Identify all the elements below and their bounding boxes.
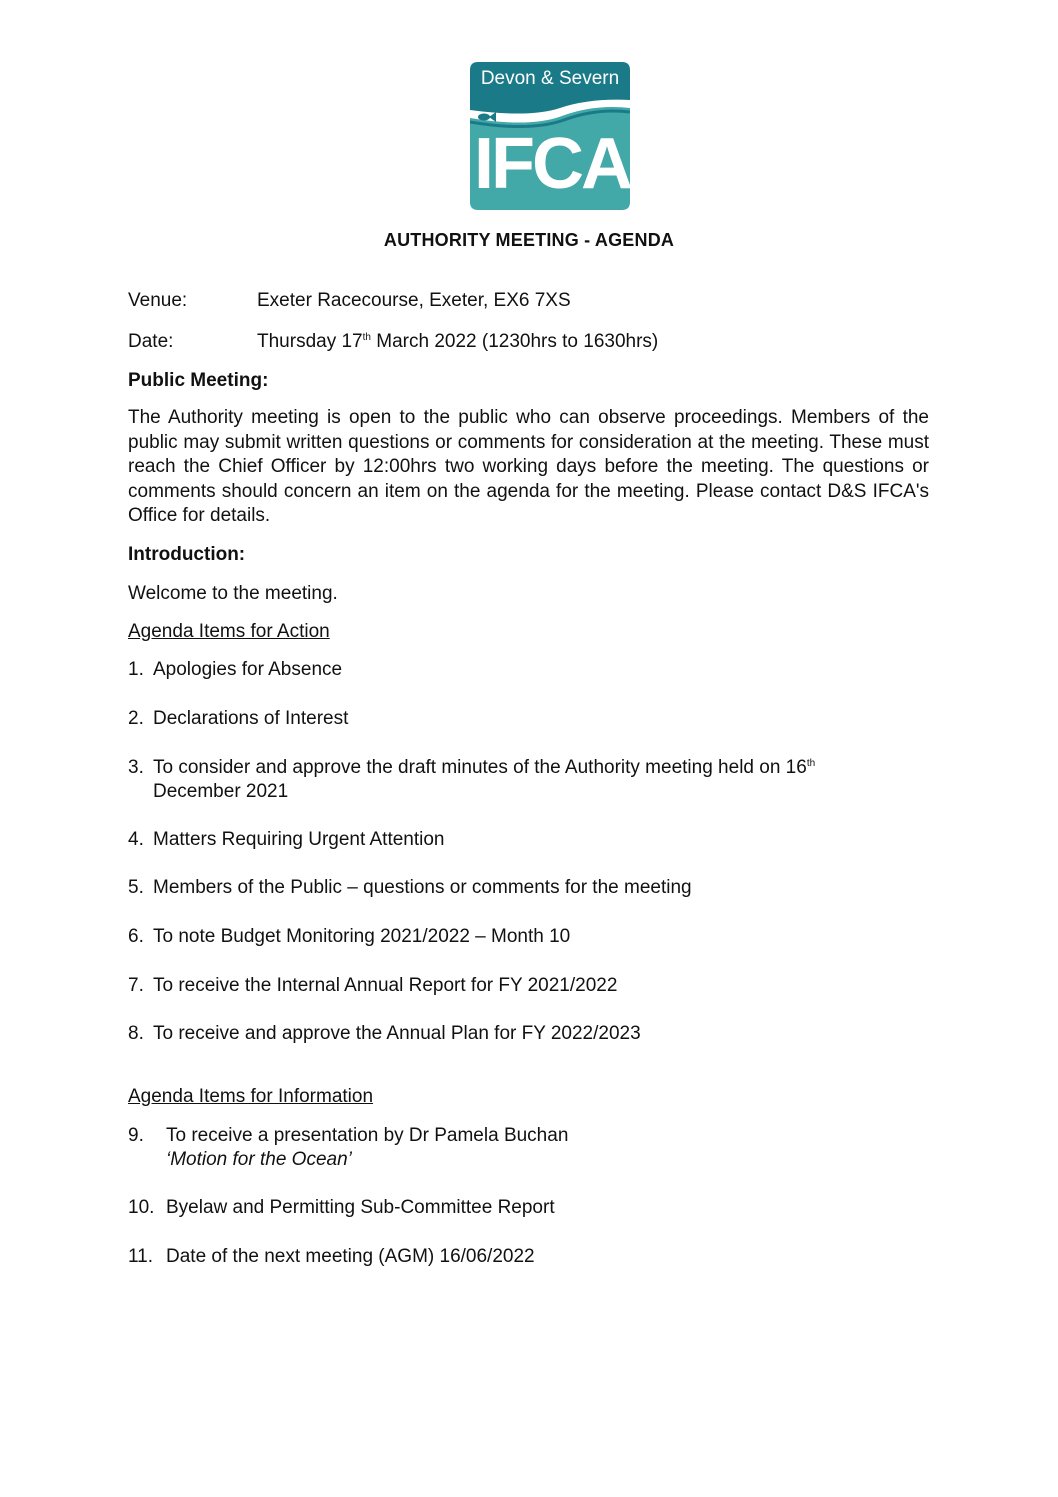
list-item: Date of the next meeting (AGM) 16/06/2022 bbox=[166, 1246, 535, 1267]
date-value-pre: Thursday 17 bbox=[257, 331, 363, 352]
list-item-sup: th bbox=[806, 758, 816, 769]
action-items-heading: Agenda Items for Action bbox=[128, 621, 330, 642]
public-meeting-text: The Authority meeting is open to the public who can observe proceedings. Members of the public may submit written questions or comments for consideration at the meeting. These must reach the Chief Officer by 12:00hrs two working days before the meeting. The questions or comments should concern an item on the agenda for the meeting. Please contact D&S IFCA's Office for details. bbox=[128, 407, 929, 526]
date-value-post: March 2022 (1230hrs to 1630hrs) bbox=[370, 331, 659, 352]
list-item-number: 5. bbox=[128, 877, 144, 898]
list-item-number: 3. bbox=[128, 757, 144, 778]
list-item-number: 6. bbox=[128, 926, 144, 947]
list-item-text: To consider and approve the draft minutes of the Authority meeting held on 16 bbox=[153, 757, 807, 778]
list-item: To note Budget Monitoring 2021/2022 – Month 10 bbox=[153, 926, 571, 947]
list-item bbox=[153, 757, 815, 779]
list-item: Apologies for Absence bbox=[153, 659, 343, 680]
ifca-logo bbox=[470, 62, 630, 210]
list-item-number: 11. bbox=[128, 1246, 154, 1267]
list-item-continuation: December 2021 bbox=[153, 781, 289, 802]
venue-value: Exeter Racecourse, Exeter, EX6 7XS bbox=[257, 290, 571, 311]
introduction-text: Welcome to the meeting. bbox=[128, 583, 338, 604]
info-items-heading: Agenda Items for Information bbox=[128, 1086, 374, 1107]
list-item-number: 8. bbox=[128, 1023, 144, 1044]
list-item-continuation: ‘Motion for the Ocean’ bbox=[166, 1149, 352, 1170]
list-item: To receive and approve the Annual Plan for FY 2022/2023 bbox=[153, 1023, 641, 1044]
list-item-number: 1. bbox=[128, 659, 144, 680]
list-item-number: 7. bbox=[128, 975, 144, 996]
list-item-number: 10. bbox=[128, 1197, 155, 1218]
list-item-number: 2. bbox=[128, 708, 144, 729]
public-meeting-heading: Public Meeting: bbox=[128, 370, 269, 391]
date-label: Date: bbox=[128, 331, 174, 352]
list-item: Matters Requiring Urgent Attention bbox=[153, 829, 445, 850]
venue-label: Venue: bbox=[128, 290, 188, 311]
introduction-heading: Introduction: bbox=[128, 544, 246, 565]
list-item: Byelaw and Permitting Sub-Committee Report bbox=[166, 1197, 555, 1218]
page-title: AUTHORITY MEETING - AGENDA bbox=[383, 230, 675, 250]
list-item-number: 9. bbox=[128, 1125, 144, 1146]
list-item: Members of the Public – questions or comments for the meeting bbox=[153, 877, 692, 898]
list-item: To receive a presentation by Dr Pamela Buchan bbox=[166, 1125, 569, 1146]
list-item: To receive the Internal Annual Report for FY 2021/2022 bbox=[153, 975, 618, 996]
logo-main-text: IFCA bbox=[474, 124, 630, 204]
list-item: Declarations of Interest bbox=[153, 708, 349, 729]
date-value-sup: th bbox=[362, 332, 371, 343]
logo-top-text: Devon & Severn bbox=[480, 68, 620, 89]
list-item-number: 4. bbox=[128, 829, 144, 850]
date-value bbox=[257, 331, 658, 353]
